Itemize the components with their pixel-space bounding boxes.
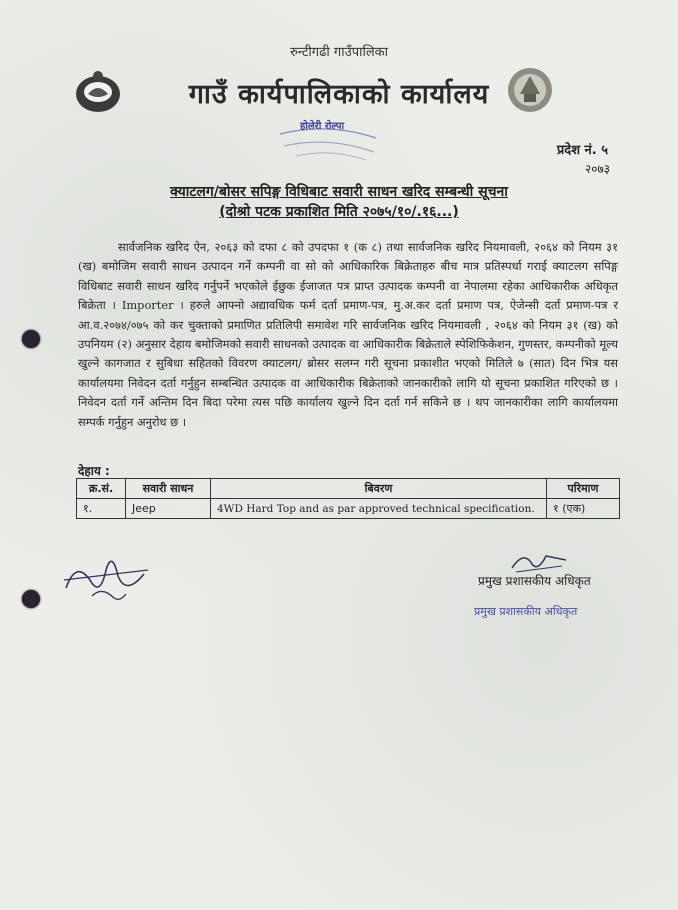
table-row bbox=[77, 499, 620, 519]
notice-body: सार्वजनिक खरिद ऐन, २०६३ को दफा ८ को उपदफा १ (क ८) तथा सार्वजनिक खरिद नियमावली, २०६४ को नियम ३१ (ख) बमोजिम सवारी साधन उत्पादन गर्ने कम्पनी वा सो को आधिकारिक बिक्रेताहरु बीच मात्र प्रतिस्पर्धा गराई क्याटलग सपिङ्ग विधिबाट सवारी साधन खरिद गर्नुपर्ने भएकोले ईछुक ईजाजत पत्र प्राप्त उत्पादक कम्पनी वा नेपालमा रहेका आधिकारीक अधिकृत बिक्रेता । Importer । हरुले आफ्नो अद्यावधिक फर्म दर्ता प्रमाण-पत्र, मु.अ.कर दर्ता प्रमाण पत्र, ऐजेन्सी दर्ता प्रमाण-पत्र र आ.व.२०७४/०७५ को कर चुक्ताको प्रमाणित प्रतिलिपी समावेश गरि सार्वजनिक खरिद नियमावली , २०६४ को नियम ३१ (ख) को उपनियम (२) अनुसार देहाय बमोजिमको सवारी साधनको उत्पादक वा आधिकारीक बिक्रेताले स्पेशिफिकेशन, गुणस्तर, कम्पनीको मूल्य खुल्ने कागजात र सुबिधा सहितको विवरण क्याटलग/ ब्रोसर सलग्न गरी सूचना प्रकाशीत भएको मितिले ७ (सात) दिन भित्र यस कार्यालयमा निवेदन दर्ता गर्नुहुन सम्बन्धित उत्पादक वा आधिकारीक बिक्रेताको जानकारीको लागि यो सूचना प्रकाशित गरिएको छ । निवेदन दर्ता गर्ने अन्तिम दिन बिदा परेमा त्यस पछि कार्यालय खुल्ने दिन दर्ता गर्न सकिने छ । थप जानकारीका लागि कार्यालयमा सम्पर्क गर्नुहुन अनुरोध छ । bbox=[78, 240, 618, 429]
cell-serial: १. bbox=[77, 499, 126, 519]
year: २०७३ bbox=[585, 162, 610, 176]
signature-left-icon bbox=[56, 540, 156, 610]
punch-hole-bottom bbox=[22, 590, 40, 608]
stamp-text: होलेरी रोल्पा bbox=[300, 121, 345, 132]
col-description: बिवरण bbox=[211, 479, 547, 499]
signatory-title: प्रमुख प्रशासकीय अधिकृत bbox=[478, 574, 591, 588]
office-title: गाउँ कार्यपालिकाको कार्यालय bbox=[188, 79, 490, 110]
notice-title: क्याटलग/बोसर सपिङ्ग विधिबाट सवारी साधन खरिद सम्बन्धी सूचना bbox=[170, 184, 508, 200]
cell-vehicle: Jeep bbox=[126, 499, 211, 519]
punch-hole-top bbox=[22, 330, 40, 348]
vehicle-table bbox=[76, 478, 620, 519]
col-serial: क्र.सं. bbox=[77, 479, 126, 499]
cell-quantity: १ (एक) bbox=[547, 499, 620, 519]
col-quantity: परिमाण bbox=[547, 479, 620, 499]
cell-description: 4WD Hard Top and as par approved technical specification. bbox=[211, 499, 547, 519]
municipality-name: रुन्टीगढी गाउँपालिका bbox=[289, 45, 388, 60]
col-vehicle: सवारी साधन bbox=[126, 479, 211, 499]
signatory-stamp: प्रमुख प्रशासकीय अधिकृत bbox=[474, 605, 578, 618]
province-number: प्रदेश नं. ५ bbox=[556, 143, 608, 158]
notice-subtitle: (दोश्रो पटक प्रकाशित मिति २०७५/१०/.१६...) bbox=[219, 204, 459, 220]
table-header-row bbox=[77, 479, 620, 499]
table-label: देहाय : bbox=[78, 464, 110, 478]
